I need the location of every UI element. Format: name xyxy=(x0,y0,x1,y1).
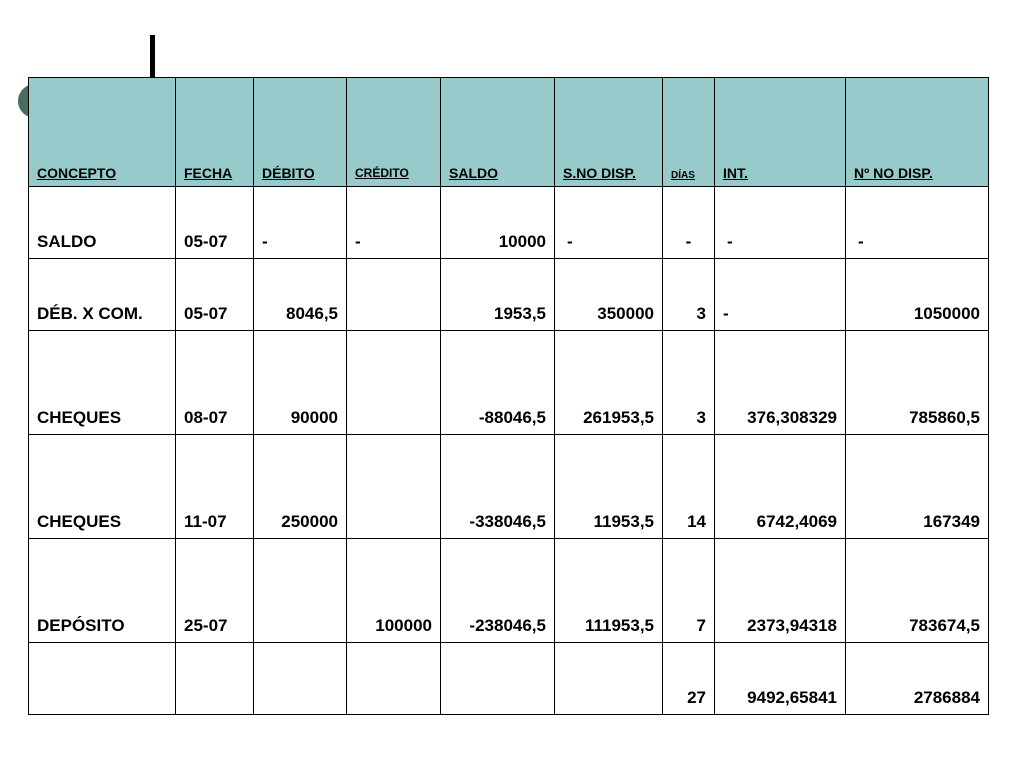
table-row xyxy=(29,331,989,435)
cell-fecha: 25-07 xyxy=(176,539,254,643)
cell-int: - xyxy=(715,259,846,331)
totals-row xyxy=(29,643,989,715)
cell-concepto: DEPÓSITO xyxy=(29,539,176,643)
cell-fecha: 11-07 xyxy=(176,435,254,539)
cell-saldo: 1953,5 xyxy=(441,259,555,331)
cell-no-disp: 783674,5 xyxy=(846,539,989,643)
cell-debito xyxy=(254,539,347,643)
cell-int-total: 9492,65841 xyxy=(715,643,846,715)
cell-dias: - xyxy=(663,187,715,259)
decorative-bar xyxy=(150,35,155,77)
header-sno-disp: S.NO DISP. xyxy=(555,78,663,187)
cell-credito xyxy=(347,435,441,539)
header-credito: CRÉDITO xyxy=(347,78,441,187)
table-row xyxy=(29,539,989,643)
cell-debito: 250000 xyxy=(254,435,347,539)
cell-debito: 90000 xyxy=(254,331,347,435)
cell-debito: - xyxy=(254,187,347,259)
cell-saldo xyxy=(441,643,555,715)
cell-sno-disp: 350000 xyxy=(555,259,663,331)
cell-credito xyxy=(347,259,441,331)
cell-sno-disp: 11953,5 xyxy=(555,435,663,539)
cell-sno-disp: 111953,5 xyxy=(555,539,663,643)
cell-dias: 7 xyxy=(663,539,715,643)
cell-credito: - xyxy=(347,187,441,259)
cell-concepto: SALDO xyxy=(29,187,176,259)
cell-dias: 3 xyxy=(663,331,715,435)
header-dias: DÍAS xyxy=(663,78,715,187)
cell-credito xyxy=(347,331,441,435)
cell-saldo: 10000 xyxy=(441,187,555,259)
cell-int: 6742,4069 xyxy=(715,435,846,539)
header-saldo: SALDO xyxy=(441,78,555,187)
header-fecha: FECHA xyxy=(176,78,254,187)
cell-no-disp: 167349 xyxy=(846,435,989,539)
cell-debito: 8046,5 xyxy=(254,259,347,331)
cell-saldo: -88046,5 xyxy=(441,331,555,435)
cell-concepto xyxy=(29,643,176,715)
cell-dias: 14 xyxy=(663,435,715,539)
cell-saldo: -338046,5 xyxy=(441,435,555,539)
cell-dias-total: 27 xyxy=(663,643,715,715)
cell-sno-disp: - xyxy=(555,187,663,259)
cell-concepto: CHEQUES xyxy=(29,331,176,435)
cell-fecha: 05-07 xyxy=(176,187,254,259)
cell-no-disp: - xyxy=(846,187,989,259)
cell-int: - xyxy=(715,187,846,259)
cell-debito xyxy=(254,643,347,715)
cell-int: 2373,94318 xyxy=(715,539,846,643)
header-int: INT. xyxy=(715,78,846,187)
cell-dias: 3 xyxy=(663,259,715,331)
table-row xyxy=(29,435,989,539)
header-no-disp: Nº NO DISP. xyxy=(846,78,989,187)
cell-fecha: 05-07 xyxy=(176,259,254,331)
cell-saldo: -238046,5 xyxy=(441,539,555,643)
cell-concepto: CHEQUES xyxy=(29,435,176,539)
table-row xyxy=(29,187,989,259)
header-row xyxy=(29,78,989,187)
header-debito: DÉBITO xyxy=(254,78,347,187)
cell-sno-disp: 261953,5 xyxy=(555,331,663,435)
header-concepto: CONCEPTO xyxy=(29,78,176,187)
cell-no-disp-total: 2786884 xyxy=(846,643,989,715)
cell-credito: 100000 xyxy=(347,539,441,643)
cell-fecha xyxy=(176,643,254,715)
cell-fecha: 08-07 xyxy=(176,331,254,435)
cell-credito xyxy=(347,643,441,715)
cell-sno-disp xyxy=(555,643,663,715)
cell-no-disp: 1050000 xyxy=(846,259,989,331)
cell-concepto: DÉB. X COM. xyxy=(29,259,176,331)
cell-int: 376,308329 xyxy=(715,331,846,435)
account-ledger-table xyxy=(28,77,989,715)
cell-no-disp: 785860,5 xyxy=(846,331,989,435)
table-row xyxy=(29,259,989,331)
